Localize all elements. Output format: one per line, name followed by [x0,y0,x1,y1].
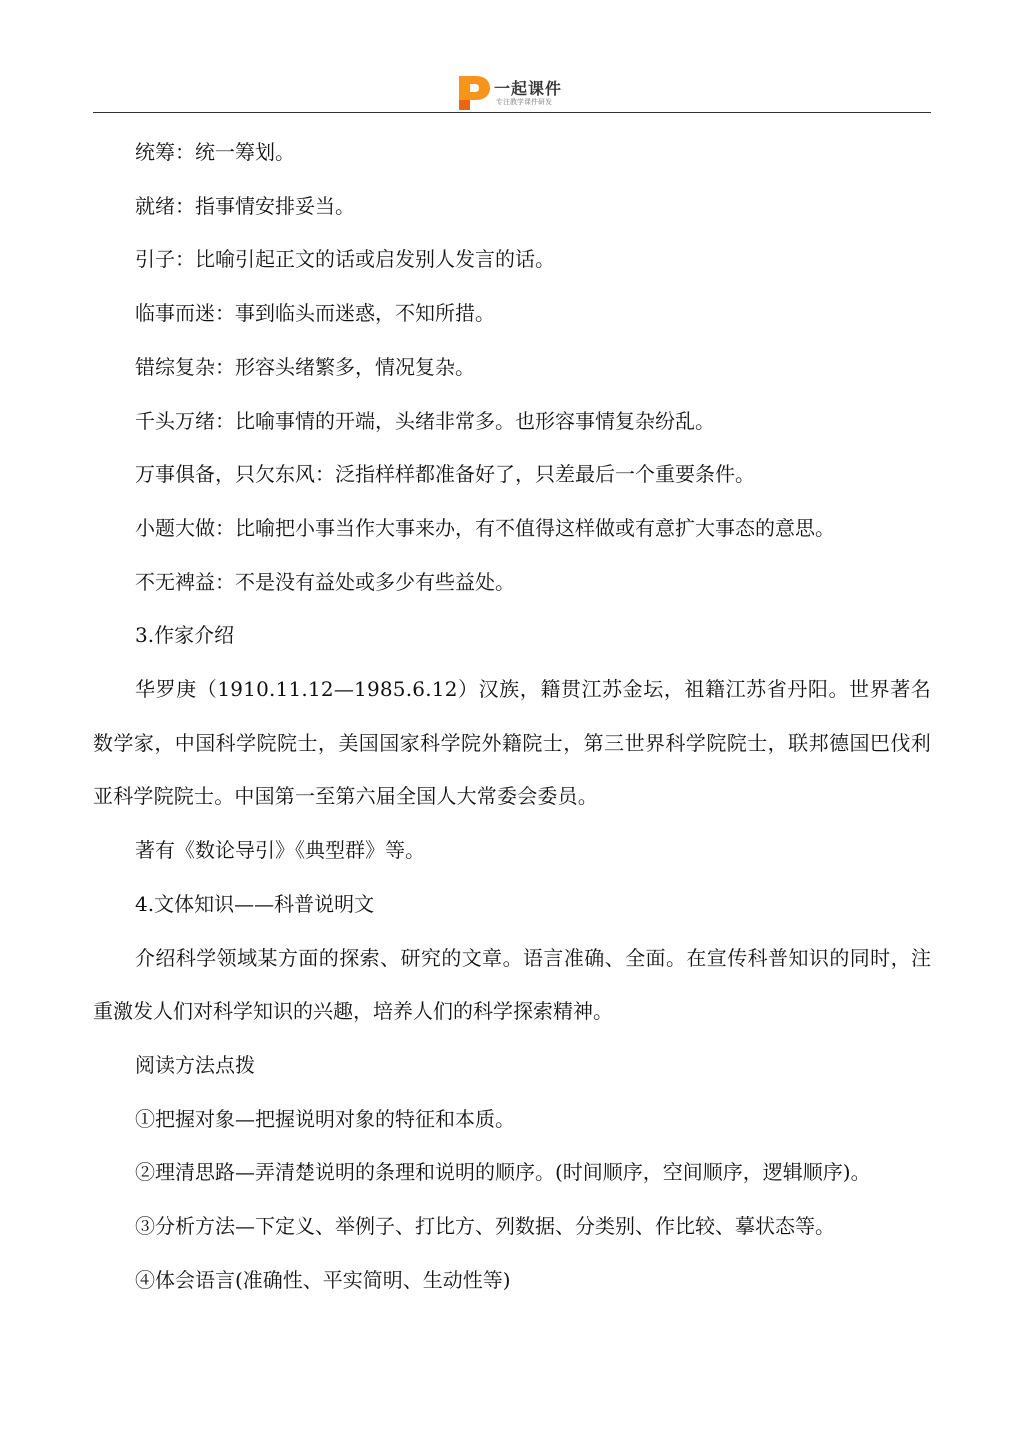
brand-slogan: 专注教学课件研发 [496,98,552,106]
vocab-jiuxu: 就绪：指事情安排妥当。 [135,193,355,218]
brand-name: 一起课件 [494,79,563,98]
author-works: 著有《数论导引》《典型群》等。 [135,838,425,863]
method-item-2: ②理清思路—弄清楚说明的条理和说明的顺序。(时间顺序，空间顺序，逻辑顺序)。 [135,1160,871,1185]
method-item-1: ①把握对象—把握说明对象的特征和本质。 [135,1106,515,1131]
brand-logo [456,74,576,114]
method-item-3: ③分析方法—下定义、举例子、打比方、列数据、分类别、作比较、摹状态等。 [135,1214,835,1239]
genre-description: 介绍科学领域某方面的探索、研究的文章。语言准确、全面。在宣传科普知识的同时，注重激发人们对科学知识的兴趣，培养人们的科学探索精神。 [93,945,931,1024]
vocab-buwubiyi: 不无裨益：不是没有益处或多少有些益处。 [135,569,515,594]
vocab-wanshijubei: 万事俱备，只欠东风：泛指样样都准备好了，只差最后一个重要条件。 [135,462,755,487]
author-bio: 华罗庚（1910.11.12—1985.6.12）汉族，籍贯江苏金坛，祖籍江苏省丹阳。世界著名数学家，中国科学院院士，美国国家科学院外籍院士，第三世界科学院院士，联邦德国巴伐利亚科学院院士。中国第一至第六届全国人大常委会委员。 [93,677,931,809]
vocab-tongchou: 统筹：统一筹划。 [135,140,295,164]
section-heading-genre: 4.文体知识——科普说明文 [135,891,375,916]
document-body [93,126,931,1307]
p-logo-icon [456,74,492,112]
vocab-linshiermi: 临事而迷：事到临头而迷惑，不知所措。 [135,301,495,326]
section-heading-reading-method: 阅读方法点拨 [135,1052,255,1077]
page-header [0,0,1024,114]
vocab-xiaotidazuo: 小题大做：比喻把小事当作大事来办，有不值得这样做或有意扩大事态的意思。 [135,515,835,540]
header-divider [93,112,931,113]
section-heading-author: 3.作家介绍 [135,623,235,648]
vocab-yinzi: 引子：比喻引起正文的话或启发别人发言的话。 [135,247,555,272]
vocab-cuozongfuza: 错综复杂：形容头绪繁多，情况复杂。 [135,354,475,379]
vocab-qiantouwanxu: 千头万绪：比喻事情的开端，头绪非常多。也形容事情复杂纷乱。 [135,408,715,433]
method-item-4: ④体会语言(准确性、平实简明、生动性等) [135,1267,511,1292]
